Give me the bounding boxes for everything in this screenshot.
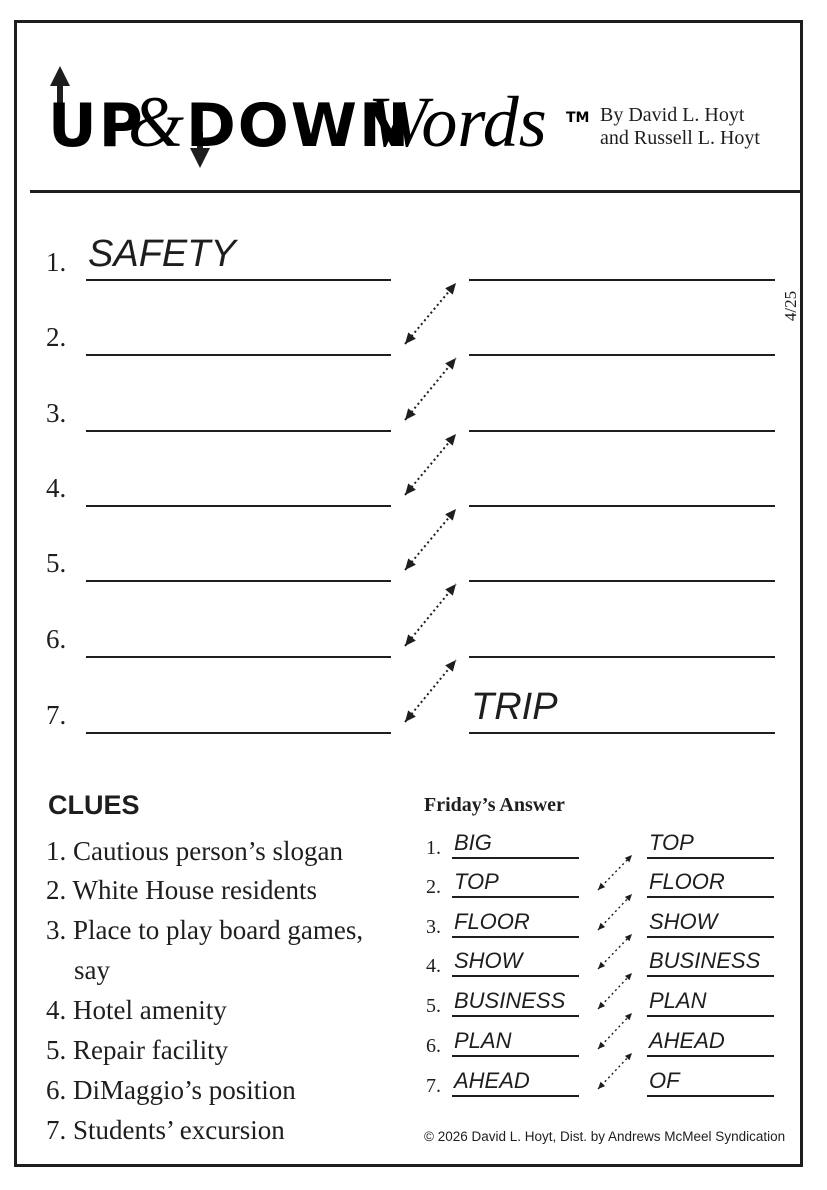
clue-item: 7. Students’ excursion [46,1115,285,1145]
clue-item: 4. Hotel amenity [46,995,227,1025]
prev-right-word: PLAN [649,988,707,1013]
clue-item: 6. DiMaggio’s position [46,1075,296,1105]
prev-row-number: 6. [426,1035,441,1057]
double-arrow-icon [598,973,632,1009]
prev-left-word: BUSINESS [454,988,566,1013]
prev-row-number: 2. [426,876,441,898]
clue-item: 5. Repair facility [46,1035,229,1065]
double-arrow-icon [405,660,456,722]
row-number: 2. [46,322,67,352]
left-answer-word: SAFETY [88,233,236,275]
prev-right-word: FLOOR [649,869,725,894]
prev-left-word: SHOW [454,948,523,973]
prev-right-word: AHEAD [649,1028,725,1053]
logo-words-text: Words [368,82,547,162]
prev-left-word: FLOOR [454,909,530,934]
previous-answer-title: Friday’s Answer [424,794,565,816]
row-number: 4. [46,473,67,503]
prev-left-word: PLAN [454,1028,512,1053]
double-arrow-icon [598,855,632,890]
row-number: 3. [46,398,67,428]
double-arrow-icon [405,283,456,344]
clue-item: 1. Cautious person’s slogan [46,836,343,866]
prev-left-word: AHEAD [454,1068,530,1093]
prev-row-number: 4. [426,955,441,977]
double-arrow-icon [598,894,632,930]
logo-down-text: DOWN [186,91,412,161]
prev-row-number: 5. [426,995,441,1017]
double-arrow-icon [405,584,456,646]
prev-right-word: SHOW [649,909,718,934]
row-number: 7. [46,700,67,730]
prev-left-word: TOP [454,869,499,894]
byline-line2: and Russell L. Hoyt [600,127,760,149]
double-arrow-icon [598,1013,632,1049]
double-arrow-icon [598,934,632,969]
double-arrow-icon [405,509,456,570]
double-arrow-icon [598,1053,632,1089]
byline-line1: By David L. Hoyt [600,104,745,126]
copyright: © 2026 David L. Hoyt, Dist. by Andrews McMeel Syndication [424,1129,786,1144]
right-answer-word: TRIP [471,686,558,728]
date-label: 4/25 [781,290,800,321]
clue-item: say [74,955,110,985]
prev-right-word: TOP [649,830,694,855]
prev-right-word: BUSINESS [649,948,761,973]
row-number: 6. [46,624,67,654]
logo-ampersand: & [128,82,185,162]
logo-up-text: UP [48,91,145,161]
prev-row-number: 3. [426,916,441,938]
prev-row-number: 1. [426,837,441,859]
clue-item: 2. White House residents [46,875,317,905]
double-arrow-icon [405,434,456,495]
row-number: 1. [46,247,67,277]
row-number: 5. [46,548,67,578]
prev-row-number: 7. [426,1075,441,1097]
prev-right-word: OF [649,1068,680,1093]
double-arrow-icon [405,358,456,420]
clues-title: CLUES [48,790,140,820]
clue-item: 3. Place to play board games, [46,915,364,945]
prev-left-word: BIG [454,830,492,855]
trademark: TM [566,110,590,126]
